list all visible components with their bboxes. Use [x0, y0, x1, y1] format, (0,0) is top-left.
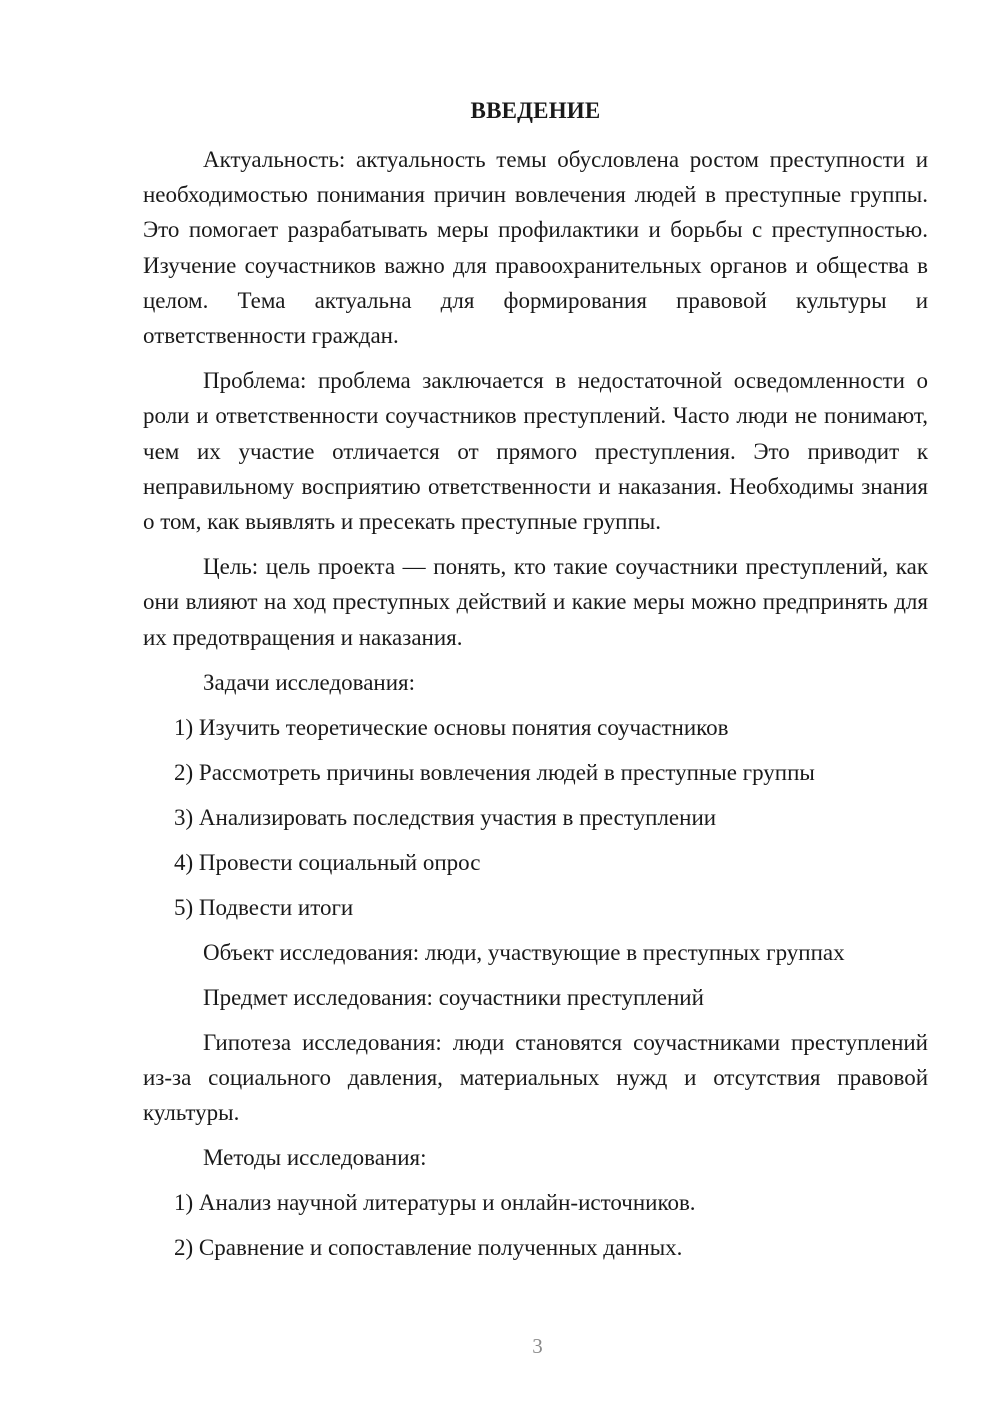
object-line: Объект исследования: люди, участвующие в преступных группах: [203, 939, 845, 965]
page-number: 3: [532, 1334, 543, 1358]
relevance-paragraph: Актуальность: актуальность темы обусловлена ростом преступности и необходимостью понимания причин вовлечения людей в преступные группы. Это помогает разрабатывать меры профилактики и борьбы с преступностью. Изучение соучастников важно для правоохранительных органов и общества в целом. Тема актуальна для формирования правовой культуры и ответственности граждан.: [143, 147, 928, 349]
section-title: ВВЕДЕНИЕ: [470, 98, 601, 123]
method-item: 2) Сравнение и сопоставление полученных данных.: [174, 1235, 683, 1261]
method-item: 1) Анализ научной литературы и онлайн-источников.: [174, 1190, 696, 1216]
goal-paragraph: Цель: цель проекта — понять, кто такие соучастники преступлений, как они влияют на ход преступных действий и какие меры можно предпринять для их предотвращения и наказания.: [143, 554, 928, 650]
task-item: 4) Провести социальный опрос: [174, 849, 481, 875]
hypothesis-paragraph: Гипотеза исследования: люди становятся соучастниками преступлений из-за социального давления, материальных нужд и отсутствия правовой культуры.: [143, 1029, 928, 1126]
task-item: 3) Анализировать последствия участия в преступлении: [174, 804, 717, 830]
task-item: 2) Рассмотреть причины вовлечения людей в преступные группы: [174, 759, 815, 785]
subject-line: Предмет исследования: соучастники преступлений: [203, 984, 704, 1010]
task-item: 1) Изучить теоретические основы понятия соучастников: [174, 714, 729, 740]
tasks-heading: Задачи исследования:: [203, 669, 416, 695]
task-item: 5) Подвести итоги: [174, 894, 354, 920]
document-page: [143, 94, 928, 1275]
methods-heading: Методы исследования:: [203, 1145, 427, 1171]
problem-paragraph: Проблема: проблема заключается в недостаточной осведомленности о роли и ответственности соучастников преступлений. Часто люди не понимают, чем их участие отличается от прямого преступления. Это приводит к неправильному восприятию ответственности и наказания. Необходимы знания о том, как выявлять и пресекать преступные группы.: [143, 368, 928, 535]
